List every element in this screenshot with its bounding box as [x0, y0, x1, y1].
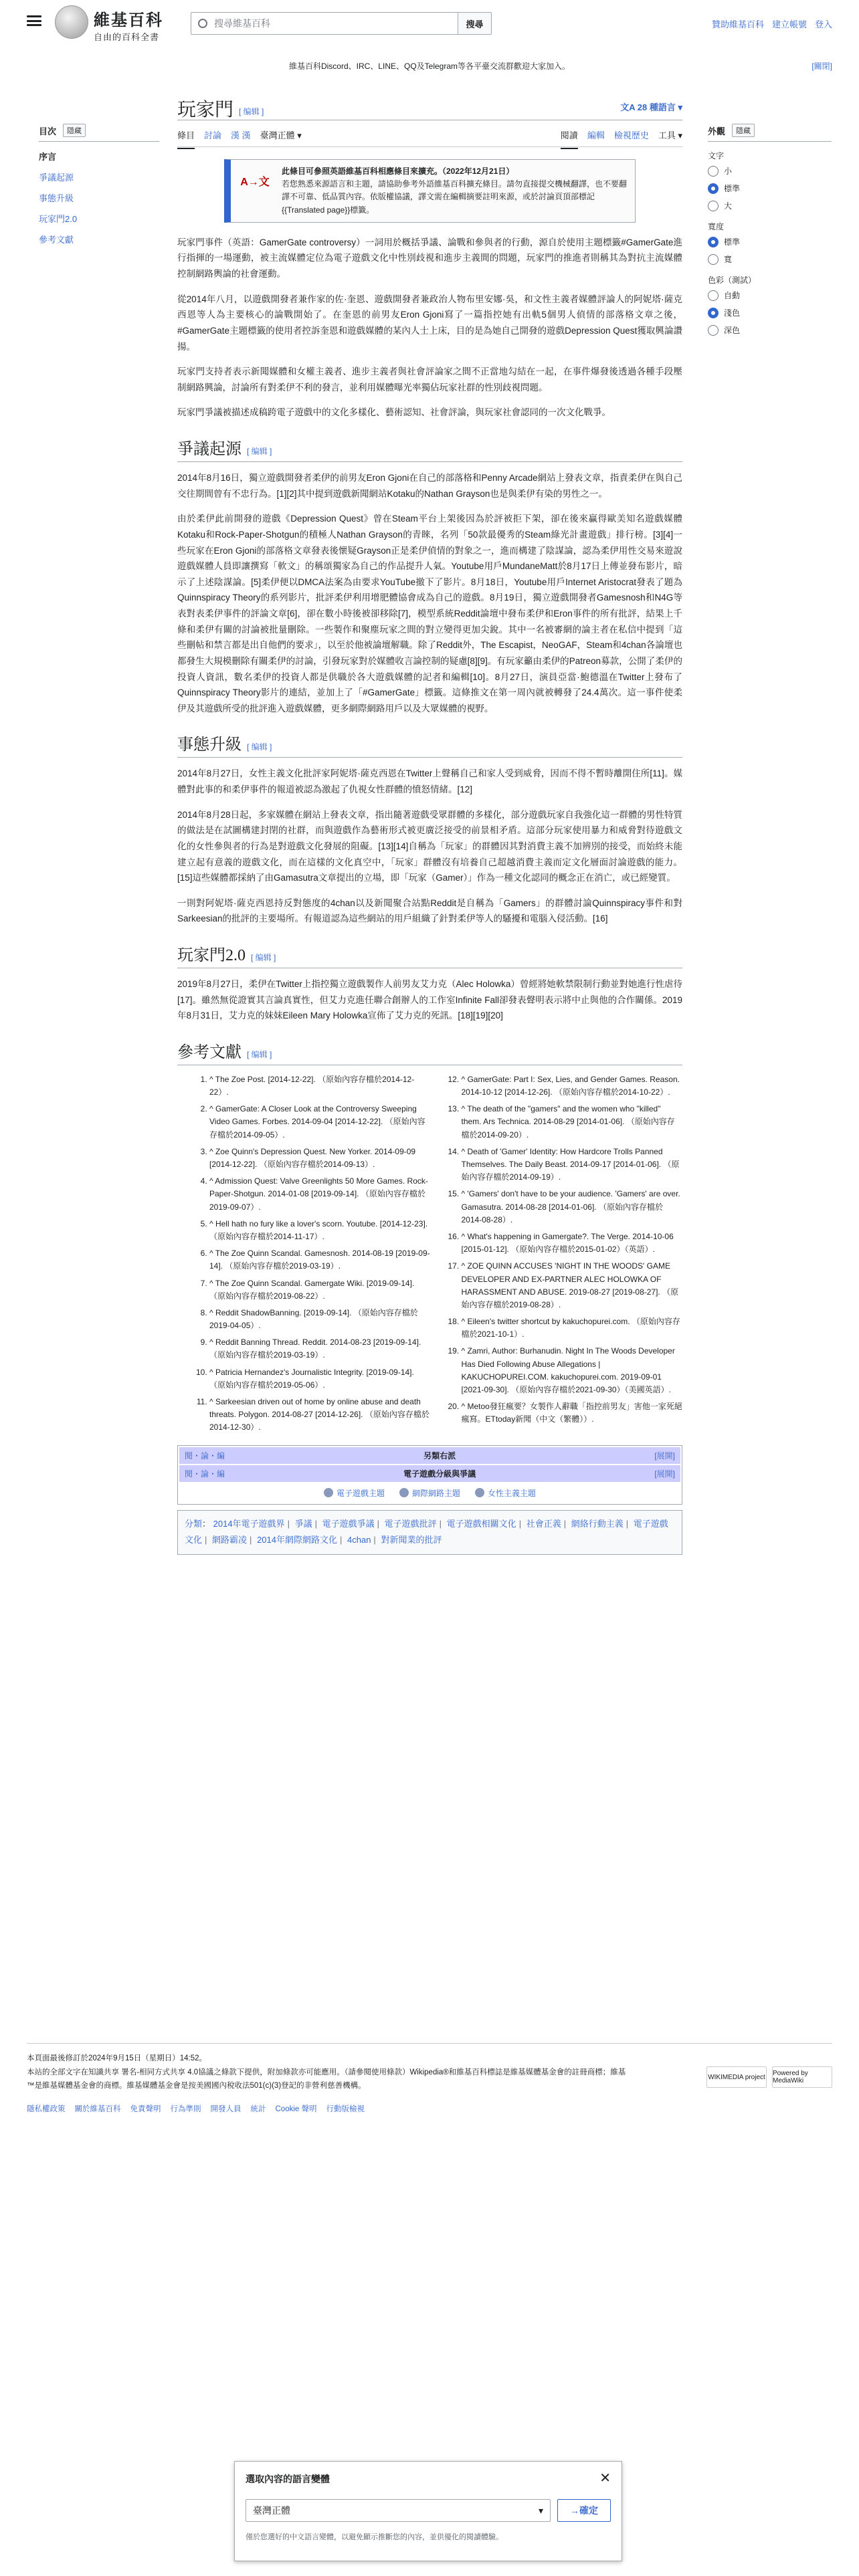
portal-bar: [178, 1487, 682, 1499]
appearance-panel: [708, 124, 832, 345]
category-link[interactable]: 電子遊戲批評: [384, 1518, 437, 1529]
section-heading-origin: [177, 435, 682, 462]
variant-label: 臺灣正體: [260, 130, 295, 140]
site-notice-close[interactable]: [關閉]: [812, 62, 832, 71]
navbox-controls[interactable]: 閱・論・編: [185, 1469, 225, 1479]
navbox-expand[interactable]: [展開]: [654, 1469, 675, 1479]
tab-variant-select[interactable]: [260, 128, 302, 149]
main-menu-icon[interactable]: [27, 13, 41, 28]
radio-label: 大: [724, 201, 733, 211]
lead-paragraph-4: 玩家門爭議被描述成稿跨電子遊戲中的文化多樣化、藝術認知、社會評論，與玩家社會認同的一次文化戰爭。: [177, 407, 611, 418]
notice-title: 此條目可參照英語維基百科相應條目來擴充。（2022年12月21日）: [282, 167, 514, 176]
gamepad-icon: [324, 1488, 333, 1497]
radio-checked-icon: [708, 237, 719, 247]
heading-text: 參考文獻: [177, 1043, 242, 1061]
radio-icon: [708, 254, 719, 265]
category-link[interactable]: 網絡行動主義: [571, 1518, 624, 1529]
category-link[interactable]: 4chan: [347, 1535, 371, 1545]
radio-checked-icon: [708, 183, 719, 194]
section-heading-escalation: [177, 731, 682, 758]
tab-talk[interactable]: 討論: [204, 130, 222, 140]
license-text: 本站的全部文字在知識共享 署名-相同方式共享 4.0協議之條款下提供，附加條款亦可能應用。（請參閱使用條款）Wikipedia®和維基百科標誌是維基媒體基金會的註冊商標；維基™是維基媒體基金會的商標。維基媒體基金會是按美國國內稅收法501(c)(3)登記的非營利慈善機構。: [27, 2068, 626, 2090]
variant-select[interactable]: [246, 2499, 551, 2522]
language-count: 28 種語言: [637, 102, 676, 112]
reference-item[interactable]: 1. ^ The Zoe Post. [2014-12-22]. （原始內容存檔於2014-12-22）.: [209, 1073, 431, 1099]
category-link[interactable]: 社會正義: [526, 1518, 561, 1529]
radio-label: 標準: [724, 237, 741, 247]
reference-item[interactable]: 2. ^ GamerGate: A Closer Look at the Controversy Sweeping Video Games. Forbes. 2014-09-04 [2014-12-22]. （原始內容存檔於2014-09-05）.: [209, 1103, 431, 1142]
category-link[interactable]: 2014年電子遊戲界: [213, 1518, 285, 1529]
width-standard[interactable]: [708, 236, 832, 247]
category-link[interactable]: 電子遊戲文化: [185, 1518, 668, 1545]
dialog-title: 選取內容的語言變體: [246, 2474, 330, 2484]
toc-title: 目次: [39, 126, 57, 136]
escalation-paragraph-3: 一則對阿妮塔·薩克西恩持反對態度的4chan以及新聞聚合站點Reddit是自稱為「Gamers」的群體討論Quinnspiracy事件和對Sarkeesian的批評的主要場所。有報道認為這些網站的用戶組織了針對柔伊等人的騷擾和電腦入侵活動。[16]: [177, 897, 682, 924]
radio-icon: [708, 325, 719, 336]
site-notice-text: 維基百科Discord、IRC、LINE、QQ及Telegram等各平臺交流群歡迎大家加入。: [288, 62, 571, 71]
tab-variant-toggle[interactable]: 漢 漢: [231, 130, 251, 140]
heading-text: 爭議起源: [177, 441, 242, 458]
portal-link[interactable]: [324, 1487, 385, 1499]
confirm-button[interactable]: → 確定: [557, 2499, 611, 2522]
section-heading-references: [177, 1039, 682, 1065]
confirm-label: 確定: [579, 2505, 598, 2516]
reference-item[interactable]: 16. ^ What's happening in Gamergate?. The Verge. 2014-10-06 [2015-01-12]. （原始內容存檔於2015-01-02）（英語）.: [462, 1230, 683, 1256]
footer-link-about[interactable]: 關於維基百科: [74, 2105, 121, 2114]
variant-dialog: [234, 2461, 622, 2561]
origin-paragraph-2: 由於柔伊此前開發的遊戲《Depression Quest》曾在Steam平台上架後因為於評被拒下架，卻在後來贏得歐美知名遊戲媒體Kotaku和Rock-Paper-Shotgun的積極人Nathan Grayson的青睞，名列「50款最優秀的Steam綠光計畫遊戲」排行榜。[3][4]一些玩家在Eron Gjoni的部落格文章發表後懷疑Grayson正是柔伊偵情的對象之一，進而構建了陰謀論，認為柔伊用性交易來遊說遊戲媒體人員即讓撰寫「軟文」的稱頌獨家為自己的作品提升人氣。Youtube用戶MundaneMatt於8月17日上傳並發布影片，暗示了上述陰謀論。[5]柔伊便以DMCA法案為由要求YouTube撤下了影片。8月18日，Youtube用戶Internet Aristocrat發表了題為Quinnspiracy Theory的系列影片，批評柔伊利用增肥體協會成為自己的遊戲。8月19日，獨立遊戲開發者Gamesnosh和N4G等表對表柔伊事件的評論文章[6]，卻在數小時後被卻移除[7]，模型系統Reddit論壇中發布柔伊和Eron事件的所有批評，結果上千條和柔伊有關的討論被批量刪除。一些製作和聚塵玩家之間的對立變得更加尖銳。其中一名被審網的論主者在私信中提到「這些刪帖和禁言都是出自他們的要求」，以至於他被論壇解職。除了Reddit外，The Escapist，NeoGAF，Steam和4chan各論壇也都發生大規模刪除有關柔伊的討論，引發玩家對於媒體收言論控制的疑慮[8][9]。有玩家籲由柔伊的Patreon募款，公開了柔伊的投資人資訊，數名柔伊的投資人都是供職於各大遊戲媒體的記者和編輯[10]。8月27日，演員亞當·鮑德溫在Twitter上發布了Quinnspiracy Theory影片的連結，並加上了「#GamerGate」標籤。這條推文在第一周內就被轉發了24.4萬次。這一事件使柔伊及其遊戲所受的批評進入遊戲媒體，更多網際網路用戶以及大眾媒體的視野。: [177, 514, 682, 714]
table-of-contents: [39, 124, 159, 253]
section-edit-link[interactable]: [ 编辑 ]: [251, 953, 276, 962]
portal-label: 網際網路主題: [411, 1488, 460, 1498]
navbox-expand[interactable]: [展開]: [654, 1451, 675, 1461]
reference-list: [177, 1073, 682, 1438]
footer-link-developers[interactable]: 開發人員: [210, 2105, 242, 2114]
color-light[interactable]: [708, 307, 832, 318]
reference-item[interactable]: 17. ^ ZOE QUINN ACCUSES 'NIGHT IN THE WOODS' GAME DEVELOPER AND EX-PARTNER ALEC HOLOWKA OF HARASSMENT AND ABUSE. 2019-08-27 [2019-08-27]. （原始內容存檔於2019-08-28）.: [462, 1260, 683, 1311]
tools-label: 工具: [658, 130, 676, 140]
last-modified: 本頁面最後修訂於2024年9月15日（星期日）14:52。: [27, 2054, 207, 2062]
page-tabs: [177, 120, 682, 147]
reference-item[interactable]: 14. ^ Death of 'Gamer' Identity: How Hardcore Trolls Panned Themselves. The Daily Beast. 2014-09-17 [2014-01-06]. （原始內容存檔於2014-09-19）.: [462, 1146, 683, 1184]
search-button[interactable]: 搜尋: [458, 12, 492, 35]
section-edit-link[interactable]: [ 编辑 ]: [247, 447, 272, 456]
portal-link[interactable]: [475, 1487, 536, 1499]
page-title-text: 玩家門: [177, 100, 234, 120]
text-size-label: 文字: [708, 151, 725, 160]
category-link[interactable]: 電子遊戲爭議: [322, 1518, 375, 1529]
category-box: 分類： 2014年電子遊戲界 | 爭議 | 電子遊戲爭議 | 電子遊戲批評 | 電子遊戲相關文化 | 社會正義 | 網絡行動主義 | 電子遊戲文化 | 網路霸凌 | 2014年網際網路文化 | 4chan | 對新聞業的批評: [177, 1510, 682, 1555]
chevron-down-icon: ▾: [297, 130, 302, 140]
heading-text: 玩家門2.0: [177, 947, 246, 964]
radio-icon: [708, 166, 719, 177]
color-label: 色彩（測試）: [708, 276, 757, 285]
radio-label: 小: [724, 167, 733, 176]
reference-item[interactable]: 7. ^ The Zoe Quinn Scandal. Gamergate Wiki. [2019-09-14]. （原始內容存檔於2019-08-22）.: [209, 1277, 431, 1303]
wikimedia-badge[interactable]: WIKIMEDIA project: [706, 2066, 767, 2088]
reference-item[interactable]: 12. ^ GamerGate: Part I: Sex, Lies, and Gender Games. Reason. 2014-10-12 [2014-12-26]. （原始內容存檔於2014-10-22）.: [462, 1073, 683, 1099]
tab-article[interactable]: 條目: [177, 128, 195, 149]
section-edit-link[interactable]: [ 编辑 ]: [247, 1049, 272, 1059]
navbox-controls[interactable]: 閱・論・編: [185, 1451, 225, 1461]
login-link[interactable]: 登入: [814, 19, 832, 29]
radio-label: 標準: [724, 184, 741, 193]
portal-label: 女性主義主題: [488, 1488, 537, 1498]
reference-item[interactable]: 15. ^ 'Gamers' don't have to be your audience. 'Gamers' are over. Gamasutra. 2014-08-28 [2014-01-06]. （原始內容存檔於2014-08-28）.: [462, 1188, 683, 1226]
color-auto[interactable]: [708, 290, 832, 301]
create-account-link[interactable]: 建立帳號: [771, 19, 807, 29]
radio-label: 深色: [724, 326, 741, 335]
reference-item[interactable]: 6. ^ The Zoe Quinn Scandal. Gamesnosh. 2014-08-19 [2019-09-14]. （原始內容存檔於2019-03-19）.: [209, 1247, 431, 1273]
navbox-title[interactable]: 電子遊戲分級與爭議: [403, 1469, 476, 1479]
toc-hide-button[interactable]: 隱藏: [63, 124, 86, 137]
appearance-title: 外觀: [708, 126, 726, 136]
appearance-hide-button[interactable]: 隱藏: [732, 124, 755, 137]
portal-label: 電子遊戲主題: [336, 1488, 385, 1498]
dialog-hint: 僅於您選好的中文語言變體，以避免顯示推斷您的內容，並供優化的閱讀體驗。: [246, 2533, 503, 2541]
origin-paragraph-1: 2014年8月16日，獨立遊戲開發者柔伊的前男友Eron Gjoni在自己的部落格和Penny Arcade網站上發表文章，指責柔伊在與自己交往期間曾有不忠行為。[1][2]其中提到遊戲新聞網站Kotaku的Nathan Grayson也是與柔伊有染的男性之一。: [177, 473, 682, 499]
category-link[interactable]: 網路霸凌: [212, 1535, 248, 1545]
translate-icon: A→文: [240, 177, 270, 189]
lead-paragraph-2: 從2014年八月，以遊戲開發者兼作家的佐·奎恩、遊戲開發者兼政治人物布里安娜·吳，和文性主義者媒體評論人的阿妮塔·薩克西恩等人為主要核心的論戰開始了。在奎恩的前男友Eron Gjoni寫了一篇指控她有出軌5個男人偵情的部落格文章之後，#GamerGate主題標籤的使用者控訴奎恩和遊戲媒體的某內人士上床，目的是為她自己開發的遊戲Depression Quest獲取興論讚揚。: [177, 294, 682, 352]
reference-item[interactable]: 8. ^ Reddit ShadowBanning. [2019-09-14]. （原始內容存檔於2019-04-05）.: [209, 1307, 431, 1332]
notice-body: 若您熟悉來源語言和主題，請協助參考外語維基百科擴充條目。請勿直接提交機械翻譯，也不要翻譯不可靠、低品質內容。依版權協議，譯文需在編輯摘要註明來源，或於討論頁頂部標記{{Translated page}}標籤。: [282, 179, 628, 215]
radio-icon: [708, 290, 719, 301]
toc-item-escalation[interactable]: 事態升級: [39, 193, 74, 203]
wikipedia-logo[interactable]: [55, 5, 88, 39]
globe-icon: [399, 1488, 409, 1497]
footer-link-privacy[interactable]: 隱私權政策: [27, 2105, 66, 2114]
categories-label[interactable]: 分類: [185, 1518, 203, 1529]
tab-edit[interactable]: 編輯: [587, 130, 605, 140]
radio-label: 自動: [724, 291, 741, 300]
gamergate2-paragraph: 2019年8月27日，柔伊在Twitter上指控獨立遊戲製作人前男友艾力克（Alec Holowka）曾經將她軟禁限制行動並對她進行性虐待[17]。雖然無從證實其言論真實性，但艾力克進任聯合創辦人的工作室Infinite Fall卻發表聲明表示將中止與他的合作關係。2019年8月31日，艾力克的妹妹Eileen Mary Holowka宣佈了艾力克的死訊。[18][19][20]: [177, 979, 682, 1021]
escalation-paragraph-2: 2014年8月28日起，多家媒體在網站上發表文章，指出隨著遊戲受眾群體的多樣化，部分遊戲玩家自我強化這一群體的男性特質的做法是在試圖構建封閉的社群，而與遊戲作為藝術形式被更廣泛接受的前景相矛盾。這部分玩家使用暴力和威脅對待遊戲文化的女性參與者的行為是對遊戲文化發展的阻礙。[13][14]自稱為「玩家」的群體因其對消費主義不加辨別的接受，而始終未能建立起有意義的遊戲文化，而在這樣的文化真空中，「玩家」群體沒有培養自己超越消費主義而定文化層面討論遊戲的能力。[15]這些媒體都採納了由Gamasutra文章提出的立場，即「玩家（Gamer）」作為一種文化認同的概念正在消亡，或已經變質。: [177, 809, 682, 883]
wordmark-subtitle: 自由的百科全書: [94, 32, 160, 42]
search-icon: [198, 19, 207, 28]
venus-icon: [475, 1488, 484, 1497]
text-size-small[interactable]: [708, 165, 832, 177]
tab-history[interactable]: 檢視歷史: [613, 130, 649, 140]
category-link[interactable]: 電子遊戲相關文化: [446, 1518, 516, 1529]
reference-item[interactable]: 20. ^ Metoo發狂瘋要？女製作人辭職「指控前男友」害他一家死絕瘋寫。ETtoday新聞（中文（繁體））.: [462, 1400, 683, 1426]
wordmark-title: 維基百科: [94, 12, 163, 29]
page-title: [177, 95, 264, 122]
footer-link-stats[interactable]: 統計: [250, 2105, 266, 2114]
radio-icon: [708, 201, 719, 211]
lead-paragraph-1: 玩家門事件（英語：GamerGate controversy）一詞用於概括爭議、論戰和參與者的行動，源自於使用主題標籤#GamerGate進行指揮的一場運動，被主流媒體定位為電子遊戲文化中性別歧視和進步主義間的問題，玩家門的推進者則稱其為對抗主流媒體控制網路輿論的社會運動。: [177, 237, 682, 279]
text-size-standard[interactable]: [708, 183, 832, 194]
footer-link-conduct[interactable]: 行為準則: [170, 2105, 201, 2114]
category-link[interactable]: 爭議: [294, 1518, 312, 1529]
heading-text: 事態升級: [177, 736, 242, 754]
reference-item[interactable]: 9. ^ Reddit Banning Thread. Reddit. 2014-08-23 [2019-09-14]. （原始內容存檔於2019-03-19）.: [209, 1336, 431, 1362]
reference-item[interactable]: 5. ^ Hell hath no fury like a lover's scorn. Youtube. [2014-12-23]. （原始內容存檔於2014-11-17）.: [209, 1218, 431, 1243]
variant-select-value: 臺灣正體: [253, 2505, 290, 2516]
width-label: 寬度: [708, 222, 725, 231]
search-placeholder: 搜尋維基百科: [214, 18, 270, 29]
text-size-large[interactable]: [708, 200, 832, 211]
footer-link-disclaimer[interactable]: 免責聲明: [130, 2105, 161, 2114]
reference-item[interactable]: 13. ^ The death of the "gamers" and the women who "killed" them. Ars Technica. 2014-08-29 [2014-01-06]. （原始內容存檔於2014-09-20）.: [462, 1103, 683, 1142]
search-input[interactable]: [191, 12, 458, 35]
radio-label: 淺色: [724, 308, 741, 318]
site-notice: [27, 60, 832, 72]
footer-link-mobile[interactable]: 行動版檢視: [326, 2105, 365, 2114]
expand-notice-box: [224, 159, 636, 223]
article: [177, 94, 682, 1555]
section-heading-gamergate2: [177, 942, 682, 968]
tools-menu[interactable]: 工具 ▾: [658, 130, 682, 140]
width-wide[interactable]: [708, 253, 832, 265]
radio-checked-icon: [708, 308, 719, 318]
toc-item-references[interactable]: 參考文獻: [39, 235, 74, 245]
reference-item[interactable]: 19. ^ Zamri, Author: Burhanudin. Night In The Woods Developer Has Died Following Abuse Allegations | KAKUCHOPUREI.COM. kakuchopurei.com. 2019-09-01 [2021-09-30]. （原始內容存檔於2021-09-30）（美國英語）.: [462, 1345, 683, 1396]
close-icon[interactable]: ✕: [599, 2471, 611, 2486]
reference-item[interactable]: 3. ^ Zoe Quinn's Depression Quest. New Yorker. 2014-09-09 [2014-12-22]. （原始內容存檔於2014-09-13）.: [209, 1146, 431, 1171]
lead-paragraph-3: 玩家門支持者表示新聞媒體和女權主義者、進步主義者與社會評論家之間不正當地勾結在一起，在事件爆發後透過各種手段壓制網路興論，討論所有對柔伊不利的發言，並利用媒體曝光率獨佔玩家社群的性別歧視問題。: [177, 366, 682, 393]
reference-item[interactable]: 4. ^ Admission Quest: Valve Greenlights 50 More Games. Rock-Paper-Shotgun. 2014-01-08 [2019-09-14]. （原始內容存檔於2019-09-07）.: [209, 1175, 431, 1214]
reference-item[interactable]: 10. ^ Patricia Hernandez's Journalistic Integrity. [2019-09-14]. （原始內容存檔於2019-05-06）.: [209, 1366, 431, 1392]
category-link[interactable]: 對新聞業的批評: [381, 1535, 442, 1545]
navbox-title[interactable]: 另類右派: [423, 1451, 456, 1461]
search-form: [191, 12, 492, 35]
category-link[interactable]: 2014年網際網路文化: [257, 1535, 337, 1545]
portal-link[interactable]: [399, 1487, 460, 1499]
user-links: [712, 17, 832, 30]
wordmark[interactable]: [94, 7, 163, 43]
toc-item-intro[interactable]: 序言: [39, 152, 57, 162]
section-edit-link[interactable]: [ 编辑 ]: [247, 742, 272, 752]
mediawiki-badge[interactable]: Powered by MediaWiki: [772, 2066, 832, 2088]
color-dark[interactable]: [708, 324, 832, 336]
tab-read[interactable]: 閱讀: [561, 128, 578, 149]
chevron-down-icon: ▾: [538, 2504, 543, 2516]
toc-item-origin[interactable]: 爭議起源: [39, 173, 74, 183]
footer-link-cookie[interactable]: Cookie 聲明: [275, 2105, 317, 2114]
title-edit-link[interactable]: [ 编辑 ]: [239, 107, 264, 117]
language-button[interactable]: 文A 28 種語言 ▾: [620, 102, 682, 112]
navbox: [177, 1445, 682, 1505]
toc-item-gamergate2[interactable]: 玩家門2.0: [39, 214, 78, 224]
reference-item[interactable]: 11. ^ Sarkeesian driven out of home by online abuse and death threats. Polygon. 2014-08-27 [2014-12-26]. （原始內容存檔於2014-12-30）.: [209, 1396, 431, 1434]
radio-label: 寬: [724, 255, 733, 264]
reference-item[interactable]: 18. ^ Eileen's twitter shortcut by kakuchopurei.com. （原始內容存檔於2021-10-1）.: [462, 1315, 683, 1341]
donate-link[interactable]: 贊助維基百科: [711, 19, 764, 29]
escalation-paragraph-1: 2014年8月27日，女性主義文化批評家阿妮塔·薩克西恩在Twitter上聲稱自己和家人受到威脅，因而不得不暫時離開住所[11]。媒體對此事的和柔伊事件的報道被認為激起了仇視女性群體的憤怒情緒。[12]: [177, 768, 682, 794]
footer-badges: [706, 2066, 832, 2088]
site-header: [0, 0, 859, 47]
